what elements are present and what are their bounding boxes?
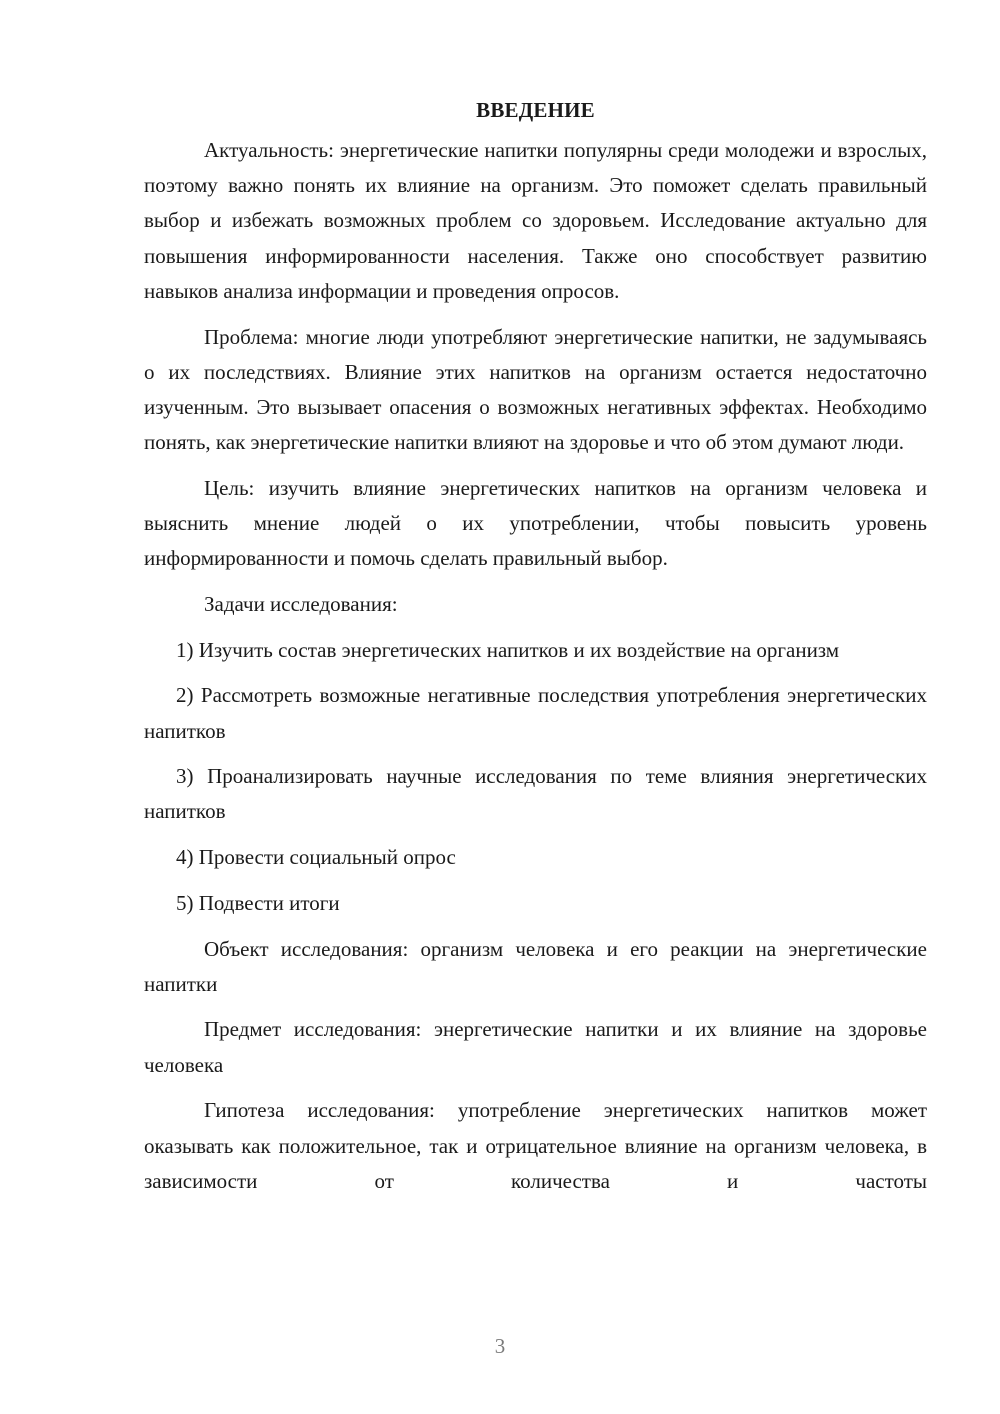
object-paragraph: Объект исследования: организм человека и его реакции на энергетические напитки (144, 936, 927, 996)
page-title: ВВЕДЕНИЕ (476, 98, 595, 122)
task-item: 4) Провести социальный опрос (176, 845, 456, 870)
goal-paragraph: Цель: изучить влияние энергетических напитков на организм человека и выяснить мнение людей о их употреблении, чтобы повысить уровень информированности и помочь сделать правильный выбор. (144, 475, 927, 571)
hypothesis-paragraph: Гипотеза исследования: употребление энергетических напитков может оказывать как положительное, так и отрицательное влияние на организм человека, в зависимости от количества и частоты (144, 1098, 927, 1193)
page-number: 3 (494, 1334, 506, 1358)
task-item: 3) Проанализировать научные исследования по теме влияния энергетических напитков (144, 764, 927, 824)
tasks-heading: Задачи исследования: (204, 591, 398, 616)
task-item: 5) Подвести итоги (176, 890, 340, 915)
page-content (144, 94, 927, 1199)
task-item: 2) Рассмотреть возможные негативные последствия употребления энергетических напитков (144, 683, 927, 743)
subject-paragraph: Предмет исследования: энергетические напитки и их влияние на здоровье человека (144, 1017, 927, 1077)
problem-paragraph: Проблема: многие люди употребляют энергетические напитки, не задумываясь о их последствиях. Влияние этих напитков на организм остается недостаточно изученным. Это вызывает опасения о возможных негативных эффектах. Необходимо понять, как энергетические напитки влияют на здоровье и что об этом думают люди. (144, 324, 927, 455)
task-item: 1) Изучить состав энергетических напитков и их воздействие на организм (176, 637, 840, 662)
relevance-paragraph: Актуальность: энергетические напитки популярны среди молодежи и взрослых, поэтому важно понять их влияние на организм. Это поможет сделать правильный выбор и избежать возможных проблем со здоровьем. Исследование актуально для повышения информированности населения. Также оно способствует развитию навыков анализа информации и проведения опросов. (144, 138, 927, 303)
